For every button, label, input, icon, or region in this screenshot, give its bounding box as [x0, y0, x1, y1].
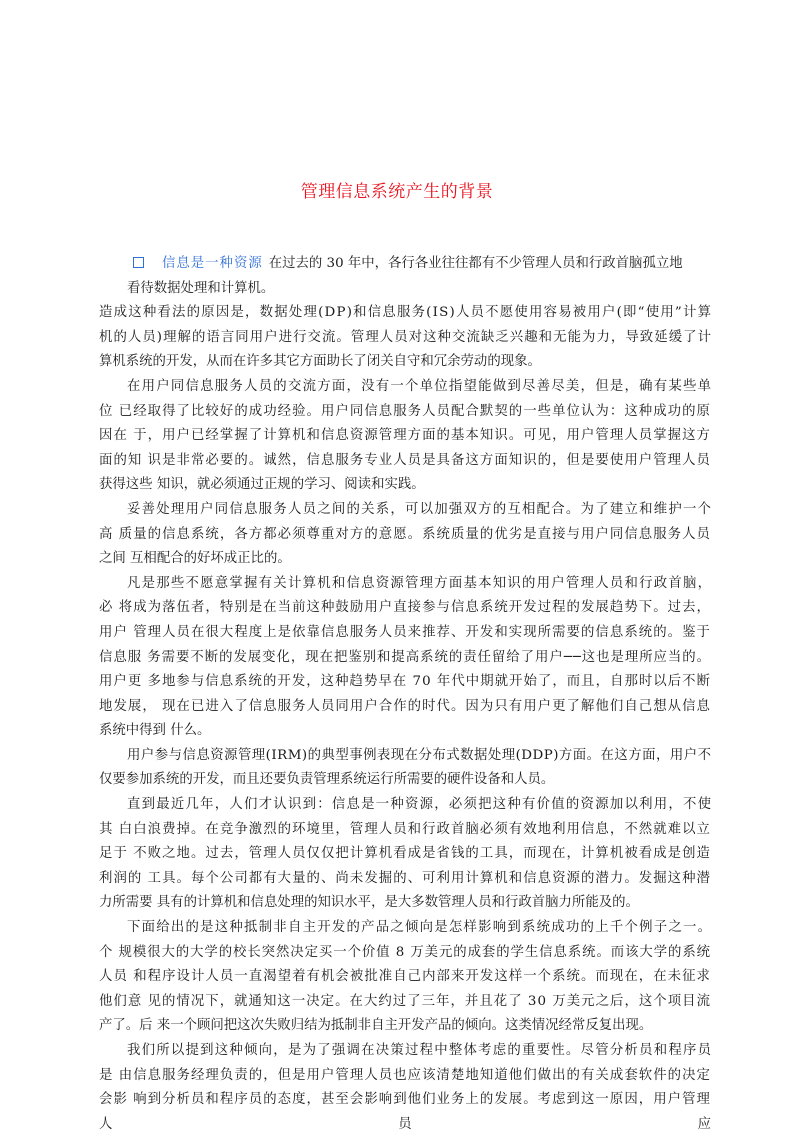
text-line: 因在 于，用户已经掌握了计算机和信息资源管理方面的基本知识。可见，用户管理人员掌握这方 [99, 428, 711, 444]
text-line: 系统中得到 什么。 [99, 723, 211, 739]
text-line: 产了。后 来一个顾问把这次失败归结为抵制非自主开发产品的倾向。这类情况经常反复出现。 [99, 1018, 653, 1034]
text-line: 高 质量的信息系统，各方都必须尊重对方的意愿。系统质量的优劣是直接与用户同信息服务人员 [99, 526, 711, 542]
text-line: 力所需要 具有的计算机和信息处理的知识水平，是大多数管理人员和行政首脑力所能及的。 [99, 895, 639, 911]
text-line: 造成这种看法的原因是，数据处理(DP)和信息服务(IS)人员不愿使用容易被用户(即“使用”计算 [99, 305, 713, 321]
text-line: 必 将成为落伍者，特别是在当前这种鼓励用户直接参与信息系统开发过程的发展趋势下。过去， [99, 600, 711, 616]
text-line: 用户更 多地参与信息系统的开发，这种趋势早在 70 年代中期就开始了，而且，自那时以后不断 [99, 674, 711, 690]
paragraphs [99, 301, 711, 1137]
text-line: 用户 管理人员在很大程度上是依靠信息服务人员来推荐、开发和实现所需要的信息系统的。鉴于 [99, 624, 711, 640]
text-line: 信息服 务需要不断的发展变化，现在把鉴别和提高系统的责任留给了用户──这也是理所应当的。 [99, 649, 711, 665]
text-line: 我们所以提到这种倾向，是为了强调在决策过程中整体考虑的重要性。尽管分析员和程序员 [127, 1043, 713, 1058]
spread-word: 人 [99, 1116, 113, 1132]
text-line: 之间 互相配合的好坏成正比的。 [99, 551, 291, 567]
text-line: 足于 不败之地。过去，管理人员仅仅把计算机看成是省钱的工具，而现在，计算机被看成是创造 [99, 846, 711, 862]
paragraph [99, 572, 711, 744]
text-line: 会影 响到分析员和程序员的态度，甚至会影响到他们业务上的发展。考虑到这一原因，用户管理 [99, 1092, 711, 1108]
text-line: 人员 和程序设计人员一直渴望着有机会被批准自己内部来开发这样一个系统。而现在，在未征求 [99, 969, 711, 985]
document-title: 管理信息系统产生的背景 [300, 182, 494, 202]
document-body [99, 252, 711, 1137]
text-line: 下面给出的是这种抵制非自主开发的产品之倾向是怎样影响到系统成功的上千个例子之一。 [127, 920, 713, 936]
text-line: 其 白白浪费掉。在竞争激烈的环境里，管理人员和行政首脑必须有效地利用信息，不然就难以立 [99, 821, 711, 837]
spread-word: 员 [398, 1116, 412, 1132]
paragraph [99, 301, 711, 375]
lead-text: 在过去的 30 年中，各行各业往往都有不少管理人员和行政首脑孤立地 [268, 256, 683, 271]
text-line: 仅要参加系统的开发，而且还要负责管理系统运行所需要的硬件设备和人员。 [99, 772, 555, 788]
text-line: 妥善处理用户同信息服务人员之间的关系，可以加强双方的互相配合。为了建立和维护一个 [127, 501, 713, 517]
text-line: 直到最近几年，人们才认识到：信息是一种资源，必须把这种有价值的资源加以利用，不使 [127, 797, 713, 813]
text-line: 用户参与信息资源管理(IRM)的典型事例表现在分布式数据处理(DDP)方面。在这方面，用户不 [127, 747, 712, 763]
paragraph [99, 375, 711, 498]
text-line: 地发展， 现在已进入了信息服务人员同用户合作的时代。因为只有用户更了解他们自己想从信息 [99, 698, 711, 714]
text-line: 利润的 工具。每个公司都有大量的、尚未发掘的、可利用计算机和信息资源的潜力。发掘这种潜 [99, 870, 711, 886]
paragraph [99, 916, 711, 1039]
text-line: 凡是那些不愿意掌握有关计算机和信息资源管理方面基本知识的用户管理人员和行政首脑， [127, 575, 713, 591]
paragraph [99, 744, 711, 793]
text-line: 机的人员)理解的语言同用户进行交流。管理人员对这种交流缺乏兴趣和无能为力，导致延缓了计 [99, 329, 713, 345]
text-line: 算机系统的开发，从而在许多其它方面助长了闭关自守和冗余劳动的现象。 [99, 354, 541, 370]
text-line: 获得这些 知识，就必须通过正规的学习、阅读和实践。 [99, 477, 425, 493]
lead-line-2: 看待数据处理和计算机。 [127, 280, 275, 296]
paragraph [99, 498, 711, 572]
spread-line [99, 1113, 711, 1137]
text-line: 位 已经取得了比较好的成功经验。用户同信息服务人员配合默契的一些单位认为：这种成功的原 [99, 403, 711, 419]
lead-line-1 [99, 252, 711, 277]
text-line: 个 规模很大的大学的校长突然决定买一个价值 8 万美元的成套的学生信息系统。而该大学的系统 [99, 944, 711, 960]
text-line: 他们意 见的情况下，就通知这一决定。在大约过了三年，并且花了 30 万美元之后，这个项目流 [99, 993, 711, 1009]
paragraph [99, 793, 711, 916]
text-line: 面的知 识是非常必要的。诚然，信息服务专业人员是具备这方面知识的，但是要使用户管理人员 [99, 452, 711, 468]
lead-keyword: 信息是一种资源 [162, 256, 263, 271]
text-line: 是 由信息服务经理负责的，但是用户管理人员也应该清楚地知道他们做出的有关成套软件的决定 [99, 1067, 711, 1083]
paragraph [99, 1039, 711, 1137]
text-line: 在用户同信息服务人员的交流方面，没有一个单位指望能做到尽善尽美，但是，确有某些单 [127, 378, 713, 394]
spread-word: 应 [697, 1116, 711, 1132]
checkbox-icon[interactable] [133, 257, 144, 268]
